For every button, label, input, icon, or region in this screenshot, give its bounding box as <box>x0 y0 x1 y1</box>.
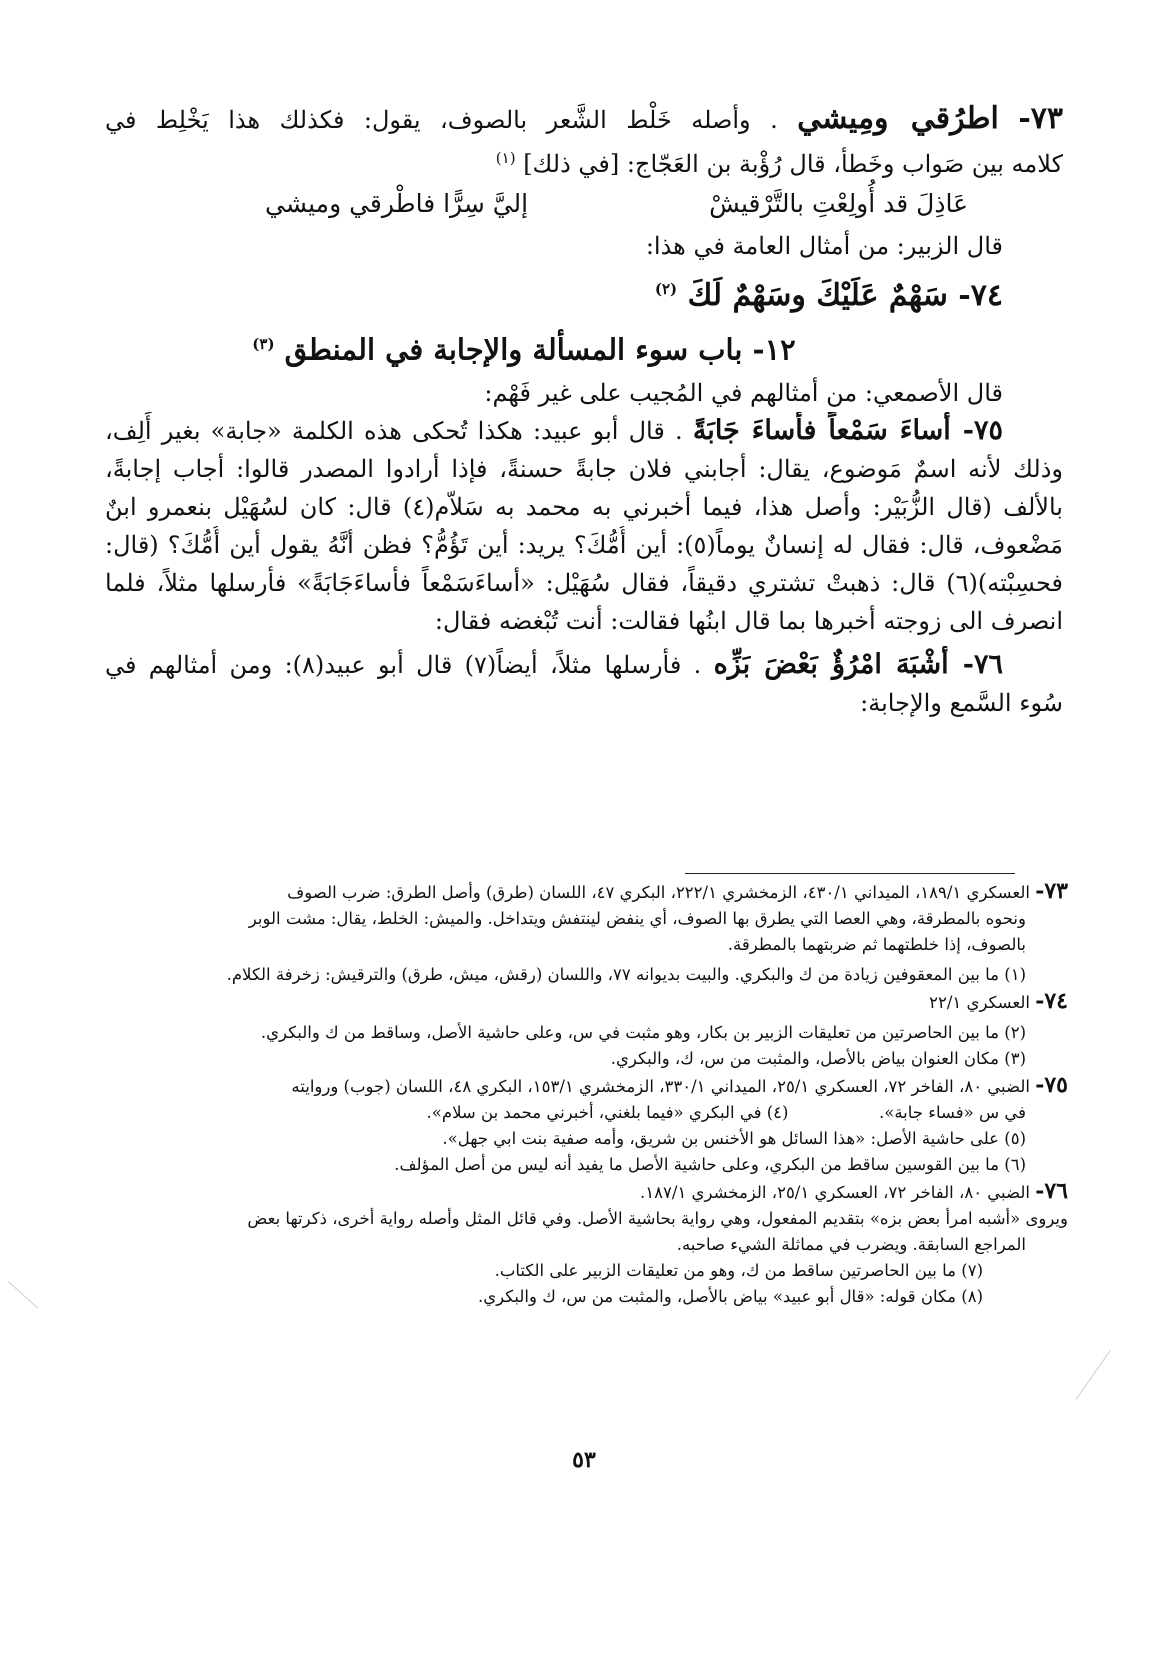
main-line-8-text: . قال أبو عبيد: هكذا تُحكى هذه الكلمة «جابة» بغير أَلِف، <box>105 416 683 445</box>
note-75-line-1-text: الضبي ٨٠، الفاخر ٧٢، العسكري ٢٥/١، الميداني ٣٣٠/١، الزمخشري ١٥٣/١، البكري ٤٨، اللسان (جوب) وروايته <box>291 1077 1030 1096</box>
chapter-heading-text: ١٢- باب سوء المسألة والإجابة في المنطق <box>284 332 796 367</box>
note-73-line-1-text: العسكري ١٨٩/١، الميداني ٤٣٠/١، الزمخشري ٢٢٢/١، البكري ٤٧، اللسان (طرق) وأصل الطرق: ضرب الصوف <box>287 883 1030 902</box>
chapter-heading <box>105 320 943 374</box>
main-text <box>105 100 1063 722</box>
note-76-line-2: ويروى «أشبه امرأ بعض بزه» بتقديم المفعول، وهي رواية بحاشية الأصل. وفي قائل المثل وأصله رواية أخرى، ذكرتها بعض <box>247 1209 1068 1228</box>
main-line-1 <box>105 100 1063 139</box>
note-76-line-1 <box>95 1178 1068 1206</box>
verse-first-hemistich: عَاذِلَ قد أُولِعْتِ بالتَّرْقيشْ <box>709 189 968 218</box>
footnotes <box>95 878 1068 1310</box>
note-75-line-2-text: في س «فساء جابة». <box>878 1103 1026 1122</box>
footnote-2: (٢) ما بين الحاصرتين من تعليقات الزبير بن بكار، وهو مثبت في س، وعلى حاشية الأصل، وساقط من ك والبكري. <box>260 1023 1026 1042</box>
footnote-ref-3: (٣) <box>252 335 275 353</box>
main-line-7-text: قال الأصمعي: من أمثالهم في المُجيب على غير فَهْم: <box>484 378 1003 407</box>
main-line-9: وذلك لأنه اسمٌ مَوضوع، يقال: أجابني فلان جابةً حسنةً، فإذا أرادوا المصدر قالوا: أجاب إجابةً، <box>105 454 1063 483</box>
footnote-8: (٨) مكان قوله: «قال أبو عبيد» بياض بالأصل، والمثبت من س، ك والبكري. <box>478 1287 983 1306</box>
note-75-line-2 <box>95 1100 1068 1126</box>
proverb-73-heading: اطرُقي ومِيشي <box>797 101 999 136</box>
main-line-14 <box>105 646 1063 684</box>
footnote-7: (٧) ما بين الحاصرتين ساقط من ك، وهو من تعليقات الزبير على الكتاب. <box>494 1261 983 1280</box>
main-line-14-text: . فأرسلها مثلاً، أيضاً(٧) قال أبو عبيد(٨): ومن أمثالهم في <box>105 650 702 679</box>
footnote-ref-1: (١) <box>495 149 516 167</box>
proverb-74-text: ٧٤- سَهْمٌ عَلَيْكَ وسَهْمٌ لَكَ <box>687 278 1003 313</box>
proverb-75-heading: ٧٥- أَساءَ سَمْعاً فأَساءَ جَابَةً <box>692 414 1003 446</box>
scan-mark-right <box>1076 1350 1111 1400</box>
footnote-5: (٥) على حاشية الأصل: «هذا السائل هو الأخنس بن شريق، وأمه صفية بنت ابي جهل». <box>442 1129 1026 1148</box>
note-75-number: ٧٥- <box>1035 1072 1068 1098</box>
note-73-line-3: بالصوف، إذا خلطتهما ثم ضربتهما بالمطرقة. <box>727 935 1026 954</box>
main-line-1-text: . وأصله خَلْط الشَّعر بالصوف، يقول: فكذلك هذا يَخْلِط في <box>105 106 778 134</box>
note-75-line-1 <box>95 1072 1068 1100</box>
main-line-7 <box>105 374 1063 412</box>
page-number: ٥٣ <box>572 1447 596 1473</box>
note-76-line-1-text: الضبي ٨٠، الفاخر ٧٢، العسكري ٢٥/١، الزمخشري ١٨٧/١. <box>640 1183 1030 1202</box>
main-line-8 <box>105 412 1063 450</box>
verse-second-hemistich: إليَّ سِرًّا فاطْرقي وميشي <box>265 189 529 218</box>
proverb-76-heading: ٧٦- أَشْبَهَ امْرُؤٌ بَعْضَ بَزِّه <box>713 648 1003 680</box>
footnote-ref-2: (٢) <box>654 280 678 298</box>
proverb-73-number: ٧٣- <box>1018 101 1063 136</box>
main-line-15: سُوء السَّمع والإجابة: <box>860 688 1063 717</box>
footnote-3: (٣) مكان العنوان بياض بالأصل، والمثبت من س، ك، والبكري. <box>610 1049 1026 1068</box>
note-73-line-1 <box>95 878 1068 906</box>
main-line-4 <box>105 227 1063 265</box>
main-line-2-text: كلامه بين صَواب وخَطأ، قال رُؤْبة بن العَجّاج: [في ذلك] <box>523 150 1063 178</box>
footnote-6: (٦) ما بين القوسين ساقط من البكري، وعلى حاشية الأصل ما يفيد أنه ليس من أصل المؤلف. <box>394 1155 1026 1174</box>
note-76-number: ٧٦- <box>1035 1178 1068 1204</box>
footnote-separator <box>685 873 1015 874</box>
footnote-1: (١) ما بين المعقوفين زيادة من ك والبكري. والبيت بديوانه ٧٧، واللسان (رقش، ميش، طرق) والترقيش: زخرفة الكلام. <box>226 965 1026 984</box>
main-line-10: بالألف (قال الزُّبَيْر: وأصل هذا، فيما أخبرني به محمد به سَلاّم(٤) قال: كان لسُهَيْل بنعمرو ابنٌ <box>105 492 1063 521</box>
note-74 <box>95 988 1068 1016</box>
note-73-number: ٧٣- <box>1035 878 1068 904</box>
note-73-line-2: ونحوه بالمطرقة، وهي العصا التي يطرق بها الصوف، أي ينفض لينتفش ويتداخل. والميش: الخلط، يقال: مشت الوبر <box>248 909 1026 928</box>
main-line-12: فحسِبْته)(٦) قال: ذهبتْ تشتري دقيقاً، فقال سُهَيْل: «أساءَسَمْعاً فأساءَجَابَةً» فأرسلها مثلاً، فلما <box>105 568 1063 597</box>
main-line-2 <box>105 139 1063 183</box>
proverb-74 <box>105 265 1063 320</box>
main-line-11: مَضْعوف، قال: فقال له إنسانٌ يوماً(٥): أين أُمُّكَ؟ يريد: أين تَؤُمُّ؟ فظن أنَّهُ يقول أين أُمُّكَ؟ (قال: <box>105 530 1063 559</box>
poem-verse <box>105 183 1063 227</box>
note-76-line-3: المراجع السابقة. ويضرب في مماثلة الشيء صاحبه. <box>676 1235 1026 1254</box>
footnote-4: (٤) في البكري «فيما بلغني، أخبرني محمد بن سلام». <box>426 1103 789 1122</box>
note-74-text: العسكري ٢٢/١ <box>929 993 1030 1012</box>
note-74-number: ٧٤- <box>1035 988 1068 1014</box>
main-line-13: انصرف الى زوجته أخبرها بما قال ابنُها فقالت: أنت تُبْغضه فقال: <box>434 606 1063 635</box>
scan-mark <box>8 1281 38 1309</box>
main-line-4-text: قال الزبير: من أمثال العامة في هذا: <box>645 232 1003 260</box>
